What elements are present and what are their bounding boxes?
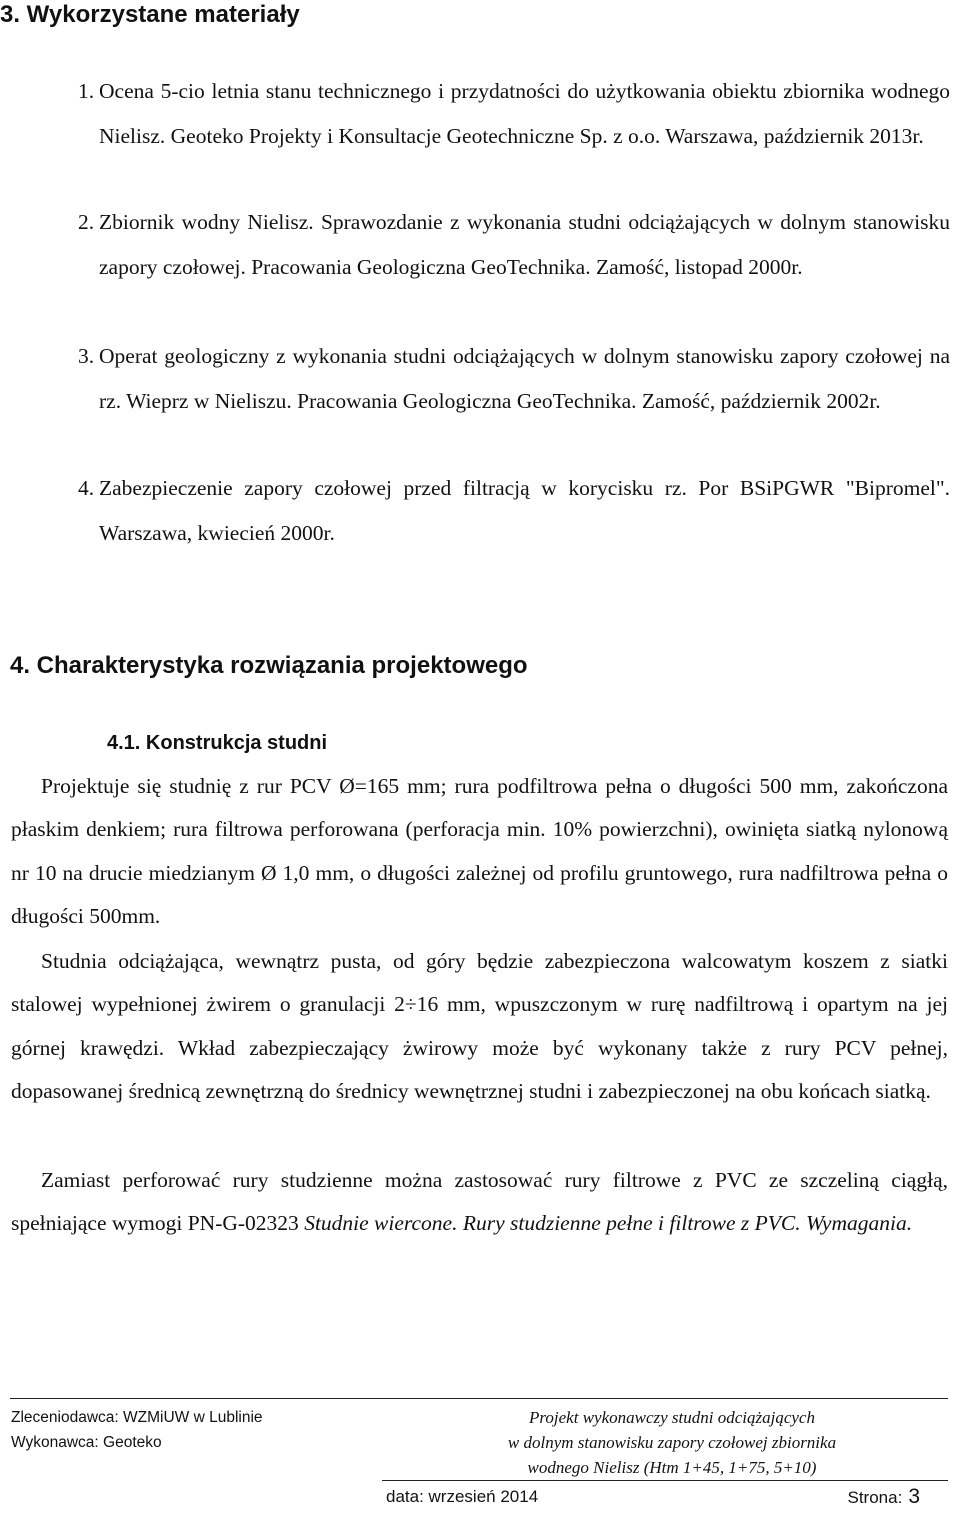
footer-project-line: Projekt wykonawczy studni odciążających bbox=[529, 1408, 815, 1427]
section-heading-materials: 3. Wykorzystane materiały bbox=[0, 1, 300, 28]
page-number: 3 bbox=[908, 1485, 920, 1508]
reference-text: Zabezpieczenie zapory czołowej przed filtracją w korycisku rz. Por BSiPGWR "Bipromel". Warszawa, kwiecień 2000r. bbox=[99, 476, 950, 545]
reference-item bbox=[78, 69, 950, 159]
footer-project-line: wodnego Nielisz (Htm 1+45, 1+75, 5+10) bbox=[527, 1458, 817, 1477]
reference-text: Zbiornik wodny Nielisz. Sprawozdanie z wykonania studni odciążających w dolnym stanowisku zapory czołowej. Pracowania Geologiczna GeoTechnika. Zamość, listopad 2000r. bbox=[99, 210, 950, 279]
page-label: Strona: bbox=[847, 1488, 903, 1507]
reference-number: 2. bbox=[78, 210, 95, 234]
reference-text: Ocena 5-cio letnia stanu technicznego i przydatności do użytkowania obiektu zbiornika wodnego Nielisz. Geoteko Projekty i Konsultacje Geotechniczne Sp. z o.o. Warszawa, październik 2013r. bbox=[99, 79, 950, 148]
paragraph-relief-well: Studnia odciążająca, wewnątrz pusta, od góry będzie zabezpieczona walcowatym koszem z siatki stalowej wypełnionej żwirem o granulacji 2÷16 mm, wpuszczonym w rurę nadfiltrową i opartym na jej górnej krawędzi. Wkład zabezpieczający żwirowy może być wykonany także z rury PCV pełnej, dopasowanej średnicą zewnętrzną do średnicy wewnętrznej studni i zabezpieczonej na obu końcach siatką. bbox=[11, 949, 948, 1103]
reference-item bbox=[78, 200, 950, 290]
reference-number: 3. bbox=[78, 344, 95, 368]
footer-parties bbox=[11, 1405, 391, 1455]
footer-project-title bbox=[392, 1405, 952, 1480]
standard-title: Studnie wiercone. Rury studzienne pełne i filtrowe z PVC. Wymagania. bbox=[304, 1211, 913, 1236]
reference-item bbox=[78, 466, 950, 556]
reference-item bbox=[78, 334, 950, 424]
reference-number: 1. bbox=[78, 79, 95, 103]
subsection-heading-well-construction: 4.1. Konstrukcja studni bbox=[107, 732, 328, 754]
footer-client: Zleceniodawca: WZMiUW w Lublinie bbox=[11, 1409, 263, 1426]
footer-date: data: wrzesień 2014 bbox=[386, 1487, 539, 1506]
footer-contractor: Wykonawca: Geoteko bbox=[11, 1434, 162, 1451]
reference-text: Operat geologiczny z wykonania studni odciążających w dolnym stanowisku zapory czołowej na rz. Wieprz w Nieliszu. Pracowania Geologiczna GeoTechnika. Zamość, październik 2002r. bbox=[99, 344, 950, 413]
footer-page-indicator bbox=[848, 1484, 921, 1511]
footer-divider bbox=[10, 1398, 948, 1399]
section-heading-design: 4. Charakterystyka rozwiązania projektowego bbox=[10, 652, 528, 679]
footer-divider bbox=[382, 1480, 948, 1481]
paragraph-well-specification: Projektuje się studnię z rur PCV Ø=165 mm; rura podfiltrowa pełna o długości 500 mm, zakończona płaskim denkiem; rura filtrowa perforowana (perforacja min. 10% powierzchni), owinięta siatką nylonową nr 10 na drucie miedzianym Ø 1,0 mm, o długości zależnej od profilu gruntowego, rura nadfiltrowa pełna o długości 500mm. bbox=[11, 774, 948, 928]
paragraph-text: Zamiast perforować rury studzienne można zastosować rury filtrowe z PVC ze szczeliną ciągłą, spełniające wymogi PN-G-02323 bbox=[11, 1168, 948, 1236]
reference-number: 4. bbox=[78, 476, 95, 500]
paragraph-alternative-pipes bbox=[11, 1159, 948, 1246]
footer-project-line: w dolnym stanowisku zapory czołowej zbiornika bbox=[507, 1433, 837, 1452]
